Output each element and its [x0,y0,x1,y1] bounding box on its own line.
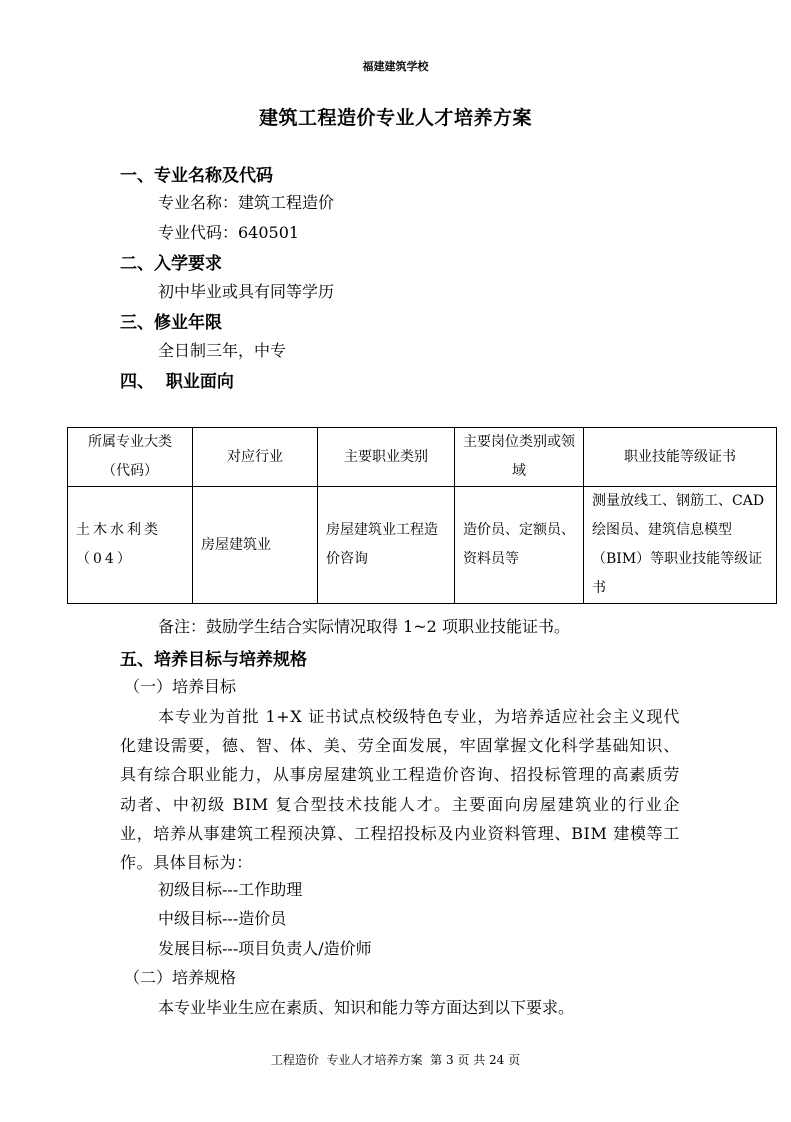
goals-paragraph: 本专业为首批 1+X 证书试点校级特色专业，为培养适应社会主义现代化建设需要，德、智、体、美、劳全面发展，牢固掌握文化科学基础知识、具有综合职业能力，从事房屋建筑业工程造价咨询、招投标管理的高素质劳动者、中初级 BIM 复合型技术技能人才。主要面向房屋建筑业的行业企业，培养从事建筑工程预决算、工程招投标及内业资料管理、BIM 建模等工作。具体目标为： [120,707,680,873]
section-2-heading: 二、入学要求 [120,254,222,274]
table-row [68,487,777,604]
header-cell-industry: 对应行业 [193,428,318,487]
page-title: 建筑工程造价专业人才培养方案 [258,107,532,129]
study-duration: 全日制三年，中专 [158,341,287,360]
cell-industry: 房屋建筑业 [193,487,318,604]
cell-certificates: 测量放线工、钢筋工、CAD 绘图员、建筑信息模型（BIM）等职业技能等级证书 [584,487,777,604]
section-4-heading: 四、 职业面向 [120,372,234,392]
major-name-line: 专业名称：建筑工程造价 [158,193,335,212]
table-note: 备注：鼓励学生结合实际情况取得 1~2 项职业技能证书。 [158,617,570,636]
goal-level-2: 中级目标---造价员 [158,909,287,928]
subsection-spec-heading: （二）培养规格 [124,968,237,987]
subsection-goals-heading: （一）培养目标 [124,677,237,696]
header-cell-occupation: 主要职业类别 [318,428,455,487]
major-code-line: 专业代码：640501 [158,223,300,242]
spec-text: 本专业毕业生应在素质、知识和能力等方面达到以下要求。 [158,998,575,1017]
table-header-row [68,428,777,487]
occupation-table [67,427,777,604]
page-header: 福建建筑学校 [362,60,429,73]
admission-requirement: 初中毕业或具有同等学历 [158,282,335,301]
page-footer: 工程造价 专业人才培养方案 第 3 页 共 24 页 [270,1053,521,1067]
section-1-heading: 一、专业名称及代码 [120,166,273,186]
goal-level-3: 发展目标---项目负责人/造价师 [158,939,372,958]
goal-level-1: 初级目标---工作助理 [158,880,303,899]
header-cell-certificates: 职业技能等级证书 [584,428,777,487]
section-3-heading: 三、修业年限 [120,313,222,333]
header-cell-positions: 主要岗位类别或领域 [455,428,584,487]
cell-positions: 造价员、定额员、资料员等 [455,487,584,604]
cell-occupation: 房屋建筑业工程造价咨询 [318,487,455,604]
header-cell-category: 所属专业大类（代码） [68,428,193,487]
section-5-heading: 五、培养目标与培养规格 [120,650,307,670]
cell-category: 土木水利类（04） [68,487,193,604]
